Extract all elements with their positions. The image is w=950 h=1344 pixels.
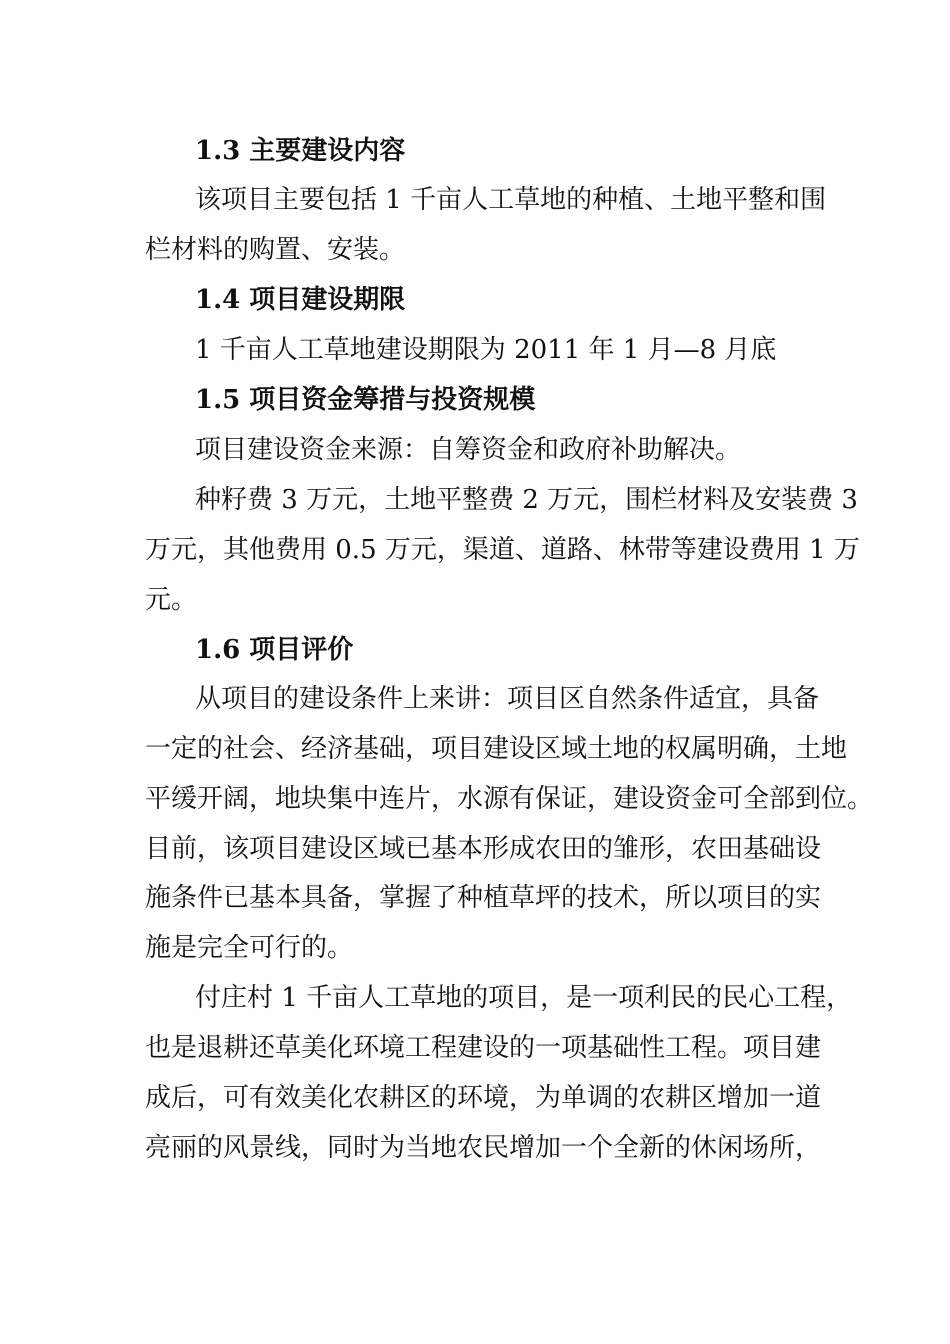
paragraph-line: 目前，该项目建设区域已基本形成农田的雏形，农田基础设: [145, 834, 822, 864]
paragraph-line: 栏材料的购置、安装。: [145, 235, 406, 265]
paragraph-line: 施条件已基本具备，掌握了种植草坪的技术，所以项目的实: [145, 883, 822, 913]
paragraph-line: 也是退耕还草美化环境工程建设的一项基础性工程。项目建: [145, 1033, 822, 1063]
paragraph-line: 成后，可有效美化农耕区的环境，为单调的农耕区增加一道: [145, 1083, 822, 1113]
paragraph-line: 施是完全可行的。: [145, 933, 354, 963]
heading-1-3: 1.3 主要建设内容: [195, 136, 406, 166]
paragraph-line: 从项目的建设条件上来讲：项目区自然条件适宜，具备: [195, 684, 820, 714]
heading-1-6: 1.6 项目评价: [195, 635, 354, 665]
heading-1-5: 1.5 项目资金筹措与投资规模: [195, 385, 536, 415]
paragraph-line: 项目建设资金来源：自筹资金和政府补助解决。: [195, 435, 742, 465]
paragraph-line: 元。: [145, 585, 198, 615]
paragraph-line: 种籽费 3 万元，土地平整费 2 万元，围栏材料及安装费 3: [195, 485, 858, 515]
paragraph-line: 平缓开阔，地块集中连片，水源有保证，建设资金可全部到位。: [145, 784, 874, 814]
paragraph-line: 付庄村 1 千亩人工草地的项目，是一项利民的民心工程，: [195, 983, 853, 1013]
heading-1-4: 1.4 项目建设期限: [195, 285, 406, 315]
paragraph-line: 1 千亩人工草地建设期限为 2011 年 1 月—8 月底: [195, 335, 777, 365]
paragraph-line: 亮丽的风景线，同时为当地农民增加一个全新的休闲场所，: [145, 1133, 822, 1163]
paragraph-line: 万元，其他费用 0.5 万元，渠道、道路、林带等建设费用 1 万: [145, 535, 860, 565]
paragraph-line: 一定的社会、经济基础，项目建设区域土地的权属明确，土地: [145, 734, 848, 764]
paragraph-line: 该项目主要包括 1 千亩人工草地的种植、土地平整和围: [195, 185, 827, 215]
